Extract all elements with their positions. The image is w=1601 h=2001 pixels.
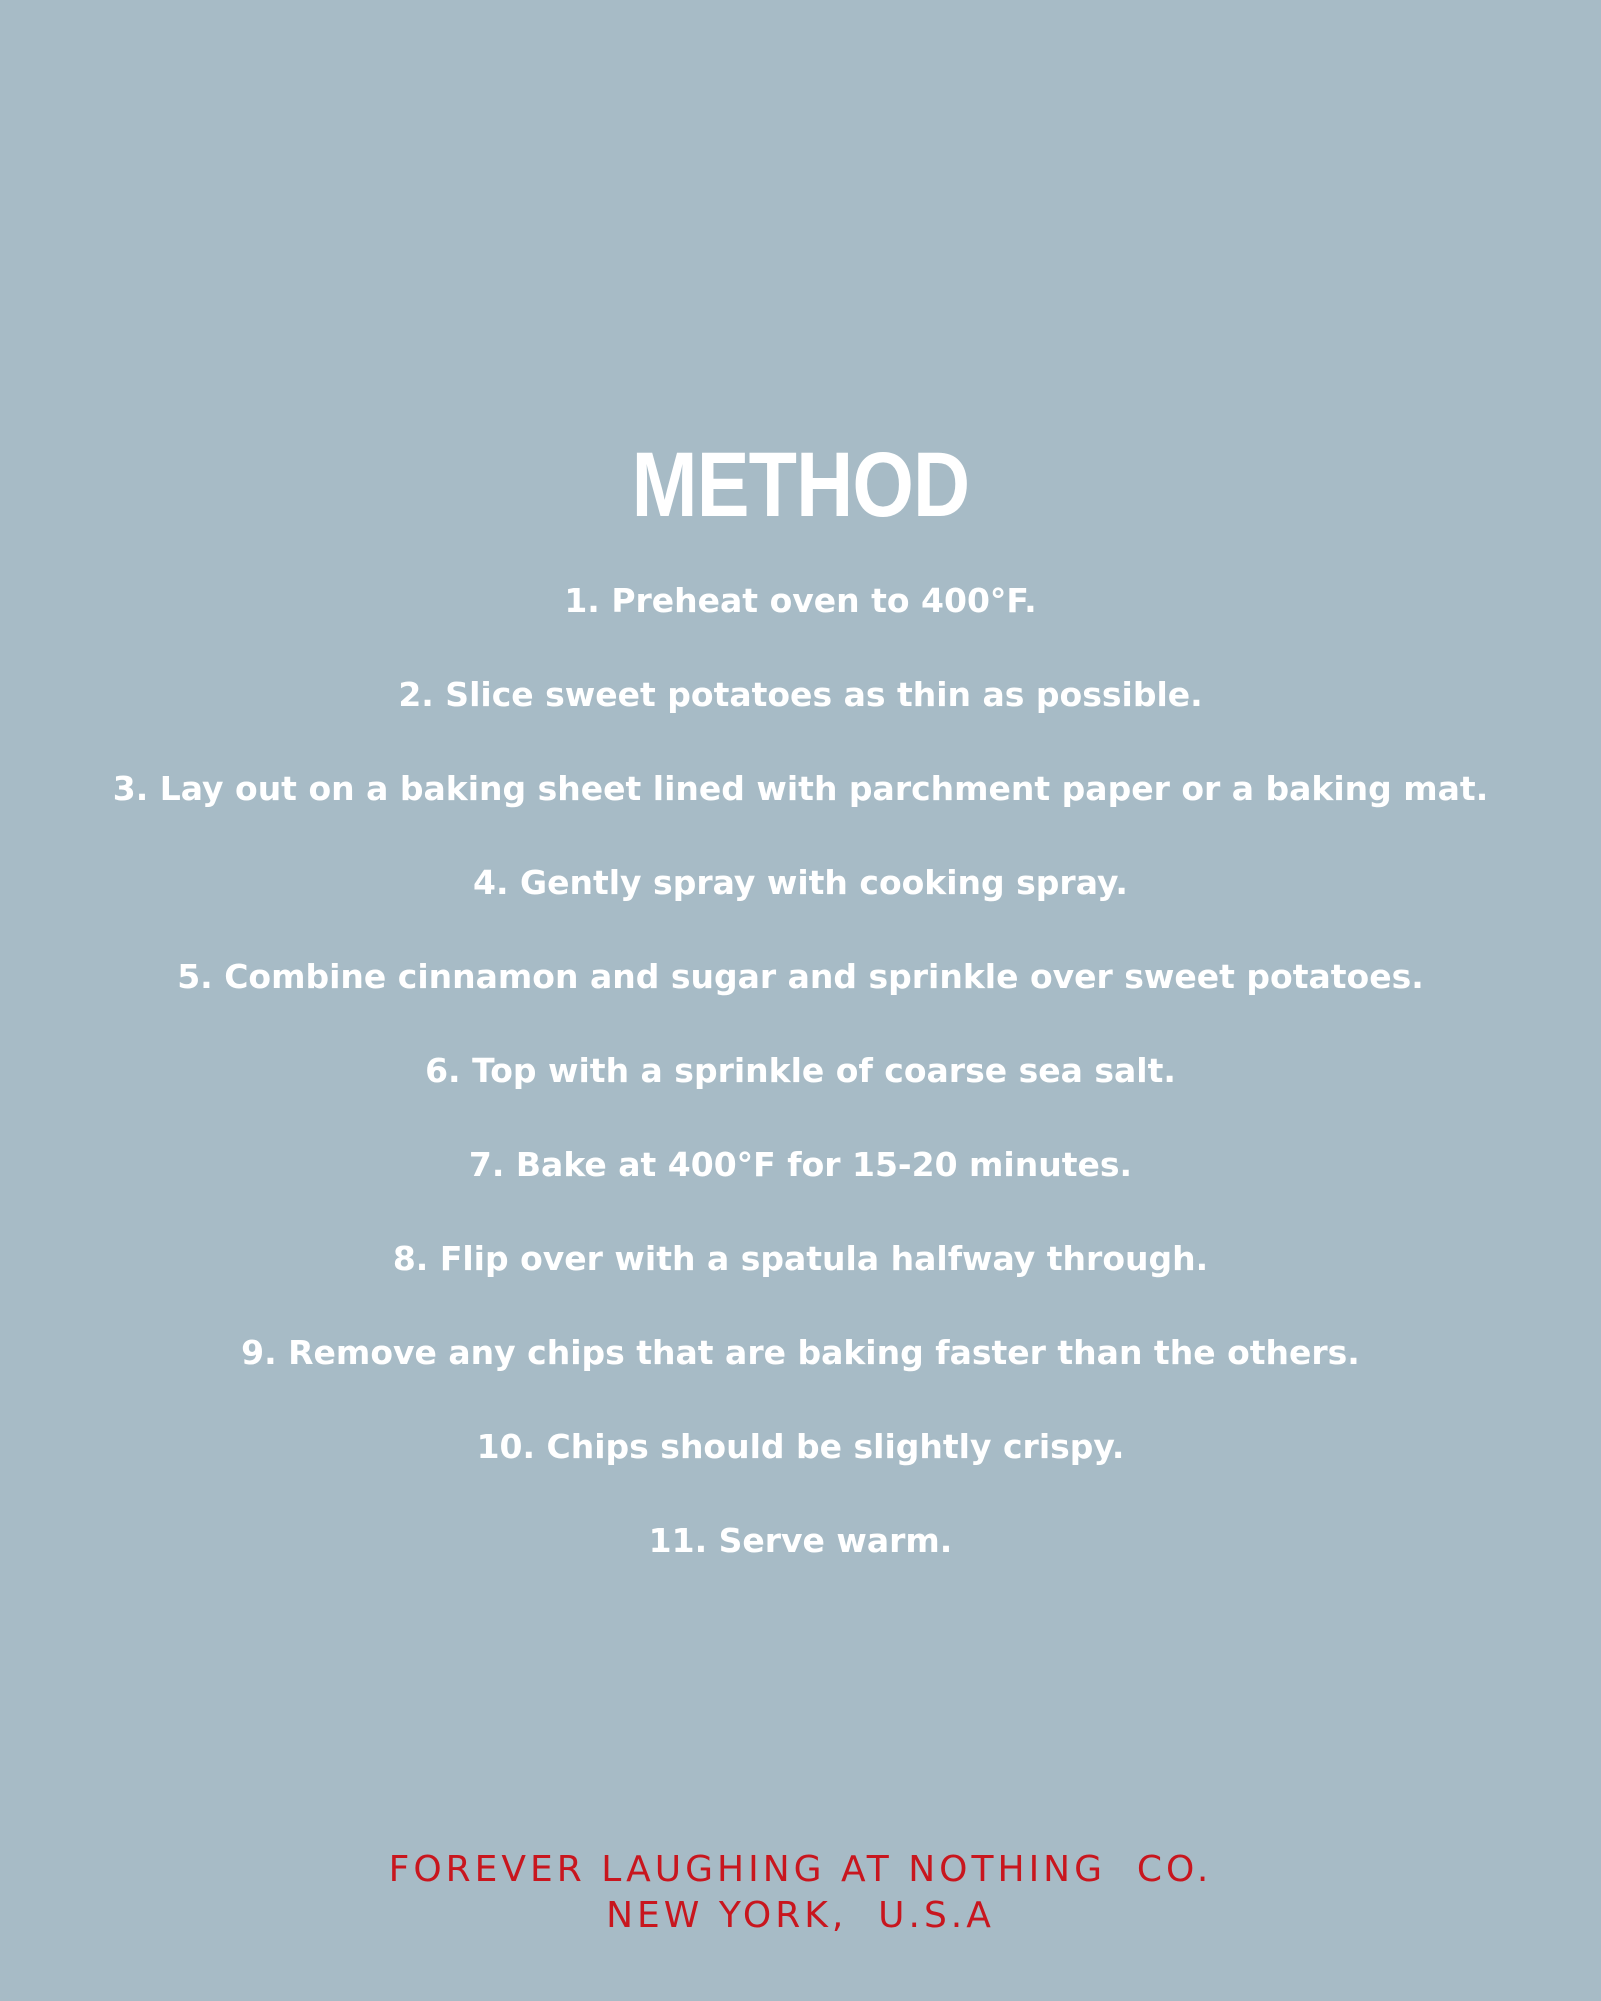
company-name: FOREVER LAUGHING AT NOTHING CO. bbox=[388, 1849, 1213, 1890]
method-steps-list bbox=[0, 576, 1601, 1610]
method-step: 8. Flip over with a spatula halfway through. bbox=[392, 1239, 1209, 1278]
method-step: 7. Bake at 400°F for 15-20 minutes. bbox=[468, 1145, 1133, 1184]
method-step: 9. Remove any chips that are baking faster than the others. bbox=[241, 1333, 1360, 1372]
method-step: 10. Chips should be slightly crispy. bbox=[476, 1427, 1125, 1466]
company-location: NEW YORK, U.S.A bbox=[606, 1895, 995, 1936]
method-step: 2. Slice sweet potatoes as thin as possible. bbox=[398, 675, 1203, 714]
method-step: 5. Combine cinnamon and sugar and sprinkle over sweet potatoes. bbox=[177, 957, 1424, 996]
method-step: 3. Lay out on a baking sheet lined with parchment paper or a baking mat. bbox=[112, 769, 1489, 808]
page-title: METHOD bbox=[631, 434, 970, 536]
method-step: 1. Preheat oven to 400°F. bbox=[564, 581, 1037, 620]
method-step: 11. Serve warm. bbox=[648, 1521, 953, 1560]
method-step: 4. Gently spray with cooking spray. bbox=[473, 863, 1128, 902]
method-step: 6. Top with a sprinkle of coarse sea salt. bbox=[425, 1051, 1176, 1090]
company-footer bbox=[0, 1847, 1601, 1939]
